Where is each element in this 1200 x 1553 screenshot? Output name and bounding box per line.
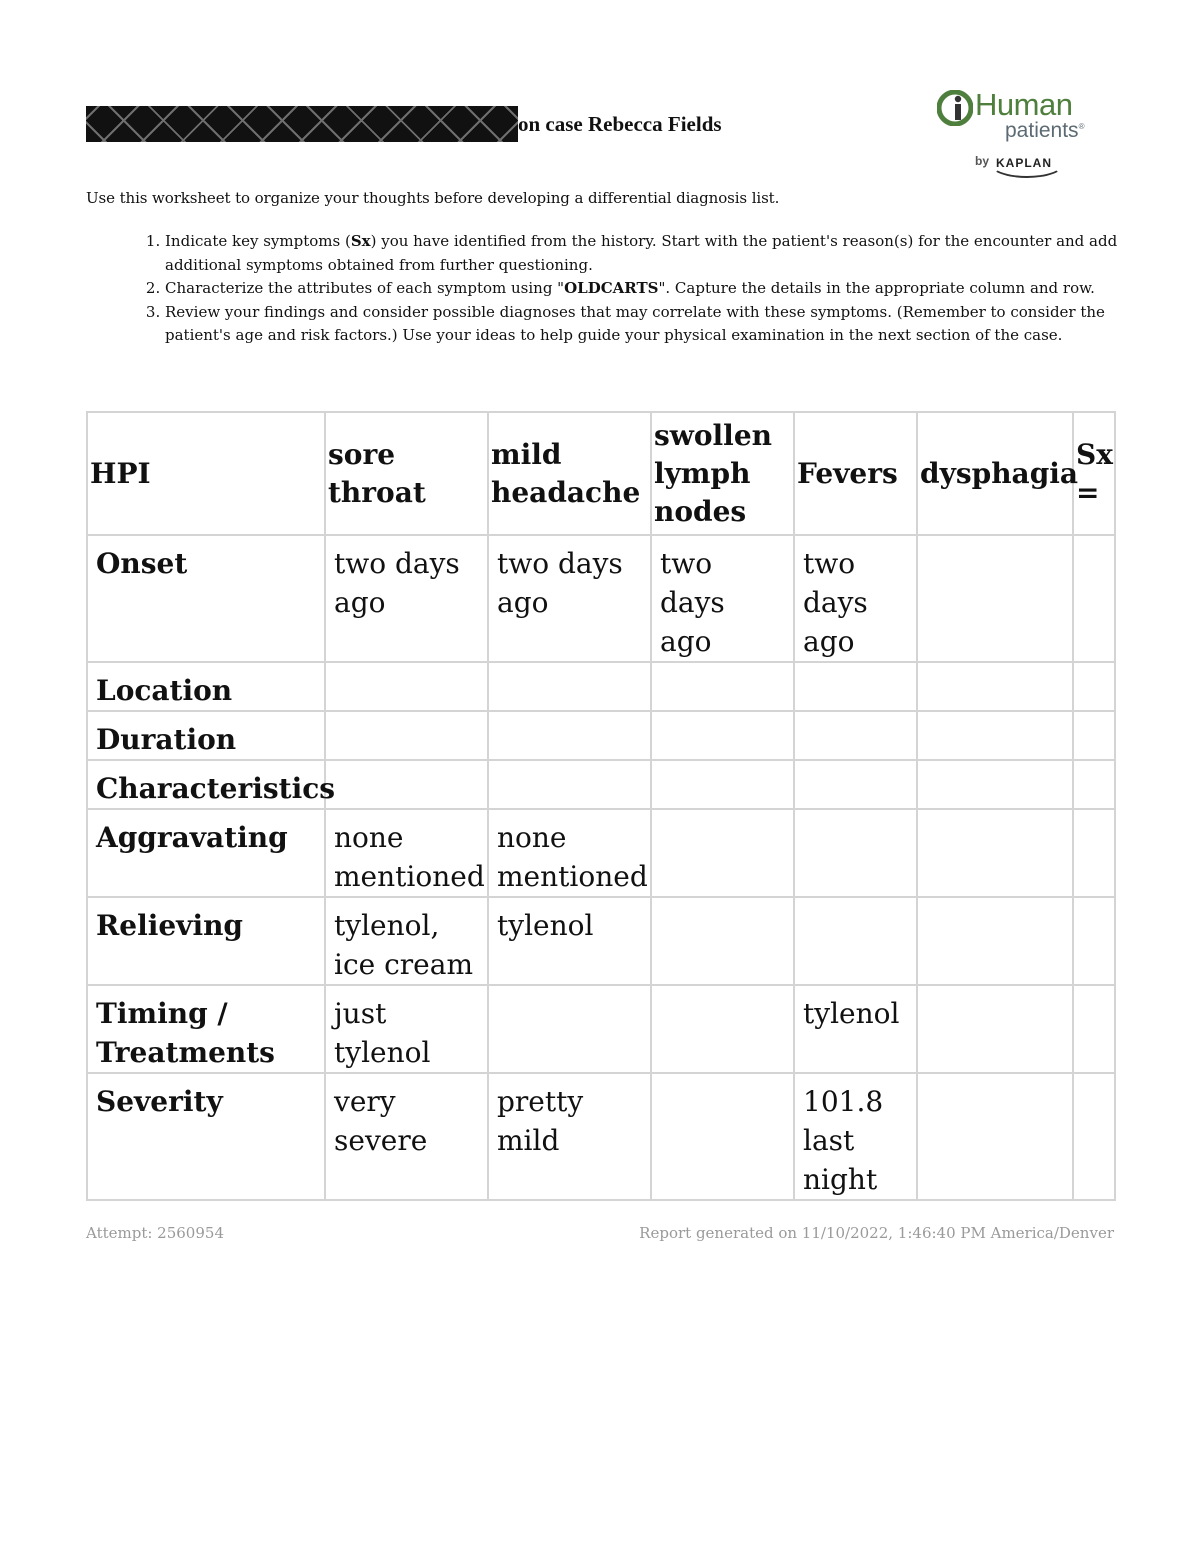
table-cell: 101.8 last night — [794, 1073, 917, 1200]
instruction-list — [130, 230, 1145, 348]
table-cell: tylenol — [488, 897, 651, 985]
instruction-item — [165, 230, 1145, 277]
table-row — [87, 711, 1115, 760]
column-header: mild headache — [488, 412, 651, 535]
table-cell: just tylenol — [325, 985, 488, 1073]
table-cell — [651, 662, 794, 711]
table-cell: none mentioned — [488, 809, 651, 897]
table-cell: tylenol, ice cream — [325, 897, 488, 985]
table-row — [87, 535, 1115, 662]
instruction-item — [165, 301, 1145, 348]
table-cell — [1073, 662, 1115, 711]
table-cell: very severe — [325, 1073, 488, 1200]
column-header: Sx = — [1073, 412, 1115, 535]
table-cell — [917, 535, 1073, 662]
table-cell — [325, 760, 488, 809]
row-label: Onset — [87, 535, 325, 662]
table-cell — [1073, 985, 1115, 1073]
row-label: Severity — [87, 1073, 325, 1200]
table-header-row — [87, 412, 1115, 535]
kaplan-logo — [990, 150, 1064, 178]
table-row — [87, 809, 1115, 897]
instruction-item — [165, 277, 1145, 301]
report-timestamp: Report generated on 11/10/2022, 1:46:40 PM America/Denver — [639, 1224, 1114, 1242]
table-cell — [651, 897, 794, 985]
ihuman-mark-icon — [937, 90, 973, 126]
table-cell: two days ago — [488, 535, 651, 662]
page-title — [86, 106, 722, 142]
table-cell — [488, 711, 651, 760]
table-cell — [1073, 1073, 1115, 1200]
table-cell — [794, 711, 917, 760]
table-cell — [325, 711, 488, 760]
table-row — [87, 985, 1115, 1073]
table-cell — [1073, 809, 1115, 897]
row-label: Aggravating — [87, 809, 325, 897]
table-cell: pretty mild — [488, 1073, 651, 1200]
table-cell — [651, 985, 794, 1073]
table-cell — [651, 760, 794, 809]
table-cell — [1073, 897, 1115, 985]
row-label: Characteristics — [87, 760, 325, 809]
table-cell — [917, 897, 1073, 985]
table-cell — [1073, 535, 1115, 662]
column-header: Fevers — [794, 412, 917, 535]
table-cell: two days ago — [651, 535, 794, 662]
table-cell — [1073, 760, 1115, 809]
instruction-text: Indicate key symptoms (Sx) you have identified from the history. Start with the patient's reason(s) for the encounter and add additional symptoms obtained from further questioning. — [165, 232, 1118, 274]
table-cell — [488, 760, 651, 809]
table-cell — [917, 1073, 1073, 1200]
table-cell — [651, 711, 794, 760]
table-row — [87, 760, 1115, 809]
instruction-text: Characterize the attributes of each symptom using "OLDCARTS". Capture the details in the appropriate column and row. — [165, 279, 1095, 297]
row-label: Duration — [87, 711, 325, 760]
table-cell — [325, 662, 488, 711]
column-header: sore throat — [325, 412, 488, 535]
table-cell — [794, 809, 917, 897]
table-cell: two days ago — [325, 535, 488, 662]
ihuman-logo — [935, 86, 1105, 181]
table-row — [87, 897, 1115, 985]
table-cell — [917, 711, 1073, 760]
logo-brand: Human — [975, 87, 1073, 122]
table-cell — [794, 760, 917, 809]
table-cell — [794, 662, 917, 711]
table-cell: two days ago — [794, 535, 917, 662]
row-label: Relieving — [87, 897, 325, 985]
instruction-text: Review your findings and consider possible diagnoses that may correlate with these symptoms. (Remember to consider the patient's age and risk factors.) Use your ideas to help guide your physical examination in the next section of the case. — [165, 302, 1105, 344]
attempt-id: Attempt: 2560954 — [86, 1224, 224, 1242]
table-cell: none mentioned — [325, 809, 488, 897]
table-cell — [917, 809, 1073, 897]
row-label: Location — [87, 662, 325, 711]
logo-sub: patients® — [1005, 119, 1085, 142]
table-cell — [651, 1073, 794, 1200]
table-row — [87, 662, 1115, 711]
table-cell — [488, 985, 651, 1073]
table-cell — [917, 662, 1073, 711]
table-cell: tylenol — [794, 985, 917, 1073]
redaction-block — [86, 106, 518, 142]
column-header: dysphagia — [917, 412, 1073, 535]
row-label: Timing / Treatments — [87, 985, 325, 1073]
table-cell — [651, 809, 794, 897]
table-cell — [488, 662, 651, 711]
column-header: HPI — [87, 412, 325, 535]
table-cell — [917, 985, 1073, 1073]
hpi-table — [86, 411, 1116, 1201]
page-title-text: on case Rebecca Fields — [518, 111, 722, 136]
column-header: swollen lymph nodes — [651, 412, 794, 535]
intro-text: Use this worksheet to organize your thoughts before developing a differential diagnosis list. — [86, 189, 780, 207]
logo-by: by — [975, 154, 990, 168]
kaplan-text: KAPLAN — [996, 156, 1052, 170]
table-cell — [917, 760, 1073, 809]
table-row — [87, 1073, 1115, 1200]
table-cell — [794, 897, 917, 985]
table-cell — [1073, 711, 1115, 760]
